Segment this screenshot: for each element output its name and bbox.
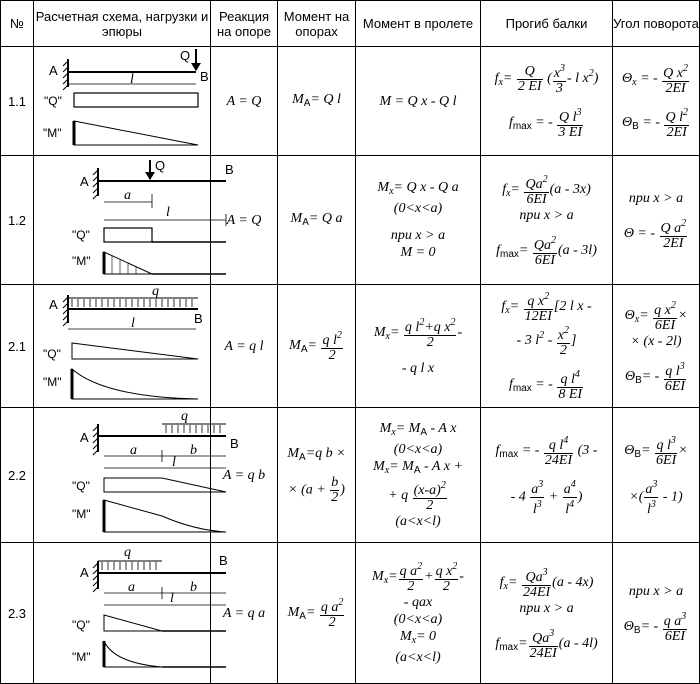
header-scheme: Расчетная схема, нагрузки и эпюры (34, 1, 211, 47)
reaction-cell: A = Q (211, 47, 278, 156)
deflection-cell: $f_{max}$ = - $\frac{q l^4}{24EI}$ (3 - - 4 $\frac{a^3}{l^3}$ + $\frac{a^4}{l^4}$ ) (481, 408, 613, 543)
length-label: l (172, 455, 176, 470)
dim-a-label: a (124, 188, 131, 203)
beam-scheme-2-1 (34, 285, 211, 407)
moment-diagram-label: "M" (72, 650, 91, 664)
moment-diagram-label: "M" (43, 126, 62, 140)
table-row (1, 156, 700, 285)
moment-diagram (72, 369, 198, 399)
support-b-label: B (230, 436, 239, 451)
table-row (1, 285, 700, 408)
support-b-label: B (225, 162, 234, 177)
dim-b-label: b (190, 580, 197, 595)
shear-diagram-label: "Q" (44, 94, 62, 108)
distributed-load-label: q (152, 284, 159, 299)
rotation-cell: $\Theta_x$ = - $\frac{Q x^2}{2EI}$ $\Theta_B$ = - $\frac{Q l^2}{2EI}$ (613, 47, 700, 156)
moment-span-cell: M = Q x - Q l (356, 47, 481, 156)
distributed-load-label: q (181, 409, 188, 424)
support-b-label: B (219, 553, 228, 568)
row-number: 1.2 (1, 156, 34, 285)
moment-supports-cell: $M_A= Q$ l (278, 47, 356, 156)
scheme-cell (34, 156, 234, 285)
moment-supports-cell: $M_A=q$ b × × (a + $\frac{b}{2}$ ) (278, 408, 356, 543)
header-rotation: Угол поворота (613, 1, 700, 47)
rotation-cell: $\Theta_B=$ $\frac{q l^3}{6EI}$ × ×( $\frac{a^3}{l^3}$ - 1) (613, 408, 700, 543)
shear-diagram-label: "Q" (43, 347, 61, 361)
table-row (1, 47, 700, 156)
scheme-cell (34, 543, 228, 684)
header-moment-supports: Момент на опорах (278, 1, 356, 47)
header-num: № (1, 1, 34, 47)
support-a-label: A (80, 174, 89, 189)
moment-span-cell: $M_x=$ $\frac{q l^2+q x^2}{2}$ - - q l x (356, 285, 481, 408)
reaction-cell: A = q b (211, 408, 278, 543)
moment-span-cell: $M_x= Q$ x - Q a (0<x<a) при x > a M = 0 (356, 156, 481, 285)
support-a-label: A (80, 430, 89, 445)
dim-b-label: b (190, 443, 197, 458)
deflection-cell: $f_x=$ $\frac{Q}{2 EI}$ ( $\frac{x^3}{3}$ - l $x^2$) $f_{max}$ = - $\frac{Q l^3}{3 EI}$ (481, 47, 613, 156)
length-label: l (170, 591, 174, 606)
shear-diagram (104, 478, 226, 492)
row-number: 2.2 (1, 408, 34, 543)
support-a-label: A (80, 565, 89, 580)
header-moment-span: Момент в пролете (356, 1, 481, 47)
moment-span-cell: $M_x=$ $\frac{q a^2}{2}$ + $\frac{q x^2}{2}$ - - qax (0<x<a) $M_x= 0$ (a<x<l) (356, 543, 481, 684)
deflection-cell: $f_x=$ $\frac{q x^2}{12EI}$ [2 l x - - 3 $l^2$ - $\frac{x^2}{2}$ ] $f_{max}$ = - $\frac{q l^4}{8 EI}$ (481, 285, 613, 408)
beam-scheme-1-1 (34, 47, 211, 155)
reaction-cell: A = q l (211, 285, 278, 408)
deflection-cell: $f_x=$ $\frac{Qa^3}{24EI}$ (a - 4x) при x > a $f_{max}=$ $\frac{Qa^3}{24EI}$ (a - 4l) (481, 543, 613, 684)
moment-diagram (104, 500, 226, 532)
support-a-label: A (49, 63, 58, 78)
moment-diagram-label: "M" (72, 254, 91, 268)
point-load-label: Q (155, 158, 166, 173)
length-label: l (130, 72, 134, 87)
shear-diagram-label: "Q" (72, 479, 90, 493)
length-label: l (131, 316, 135, 331)
reaction-cell: A = q a (211, 543, 278, 684)
row-number: 2.3 (1, 543, 34, 684)
reaction-cell: A = Q (211, 156, 278, 285)
point-load-label: Q (180, 48, 191, 63)
length-label: l (166, 205, 170, 220)
beam-scheme-1-2 (34, 156, 234, 284)
dim-a-label: a (128, 580, 135, 595)
row-number: 2.1 (1, 285, 34, 408)
table-row (1, 408, 700, 543)
rotation-cell: при x > a $\Theta_B=$ - $\frac{q a^3}{6EI}$ (613, 543, 700, 684)
shear-diagram (104, 228, 152, 242)
shear-diagram-label: "Q" (72, 618, 90, 632)
moment-supports-cell: $M_A=$ $\frac{q l^2}{2}$ (278, 285, 356, 408)
deflection-cell: $f_x=$ $\frac{Qa^2}{6EI}$ (a - 3x) при x > a $f_{max}=$ $\frac{Qa^2}{6EI}$ (a - 3l) (481, 156, 613, 285)
shear-diagram (74, 93, 198, 107)
moment-diagram (74, 121, 198, 145)
header-reaction: Реакция на опоре (211, 1, 278, 47)
row-number: 1.1 (1, 47, 34, 156)
header-row (1, 1, 700, 47)
moment-diagram-label: "M" (43, 375, 62, 389)
moment-diagram (104, 641, 162, 667)
support-b-label: B (194, 311, 203, 326)
shear-diagram (104, 615, 162, 631)
shear-diagram (72, 343, 198, 359)
beam-scheme-2-2 (34, 408, 239, 542)
beam-scheme-2-3 (34, 543, 228, 683)
shear-diagram-label: "Q" (72, 228, 90, 242)
arrow-down-icon (145, 172, 155, 180)
scheme-cell (34, 47, 211, 156)
header-deflection: Прогиб балки (481, 1, 613, 47)
scheme-cell (34, 408, 239, 543)
rotation-cell: при x > a Θ = - $\frac{Q a^2}{2EI}$ (613, 156, 700, 285)
distributed-load-label: q (124, 545, 131, 560)
moment-supports-cell: $M_A= Q$ a (278, 156, 356, 285)
rotation-cell: $\Theta_x=$ $\frac{q x^2}{6EI}$ × × (x - 2l) $\Theta_B=$ - $\frac{q l^3}{6EI}$ (613, 285, 700, 408)
dim-a-label: a (130, 443, 137, 458)
moment-diagram-label: "M" (72, 507, 91, 521)
table-row (1, 543, 700, 684)
support-a-label: A (49, 297, 58, 312)
support-b-label: B (200, 69, 209, 84)
scheme-cell (34, 285, 211, 408)
moment-span-cell: $M_x= M_A - A$ x (0<x<a) $M_x= M_A - A$ x + + q $\frac{(x-a)^2}{2}$ (a<x<l) (356, 408, 481, 543)
moment-supports-cell: $M_A=$ $\frac{q a^2}{2}$ (278, 543, 356, 684)
